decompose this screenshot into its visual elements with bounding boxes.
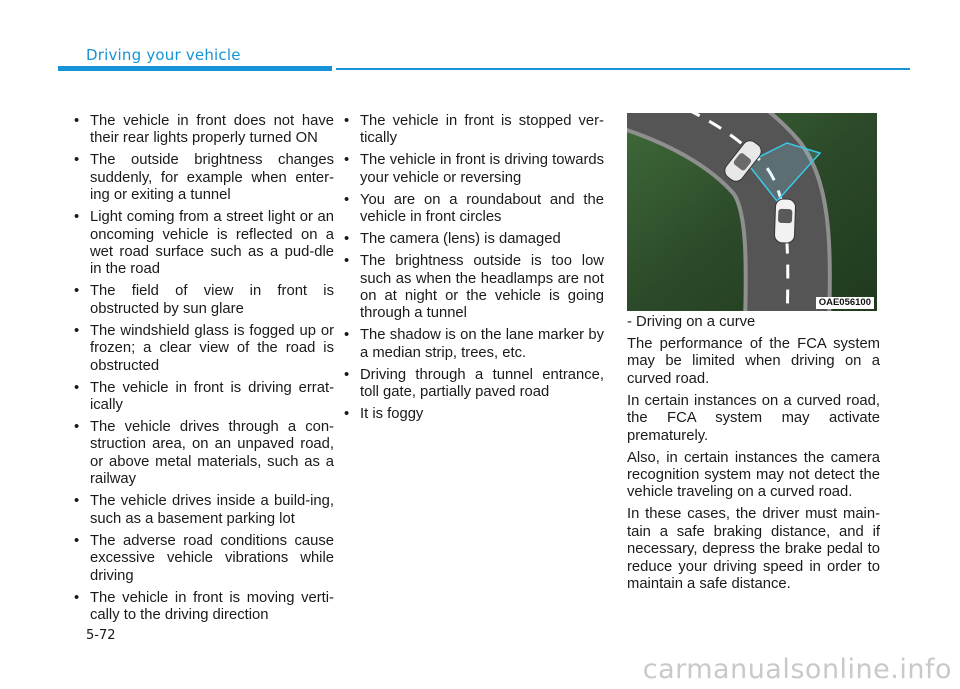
list-item: • The shadow is on the lane marker by a median strip, trees, etc. bbox=[342, 327, 604, 362]
list-item: • The vehicle drives inside a build-ing, such as a basement parking lot bbox=[72, 493, 334, 528]
page-number: 5-72 bbox=[86, 628, 116, 643]
list-item: • You are on a roundabout and the vehicle in front circles bbox=[342, 192, 604, 227]
list-item: • The vehicle in front is driving towards your vehicle or reversing bbox=[342, 152, 604, 187]
limitation-list-1 bbox=[72, 113, 334, 624]
list-item: • The vehicle drives through a con-struction area, on an unpaved road, or above metal materials, such as a railway bbox=[72, 419, 334, 489]
curved-road-illustration bbox=[627, 113, 877, 311]
figure-caption: - Driving on a curve bbox=[627, 314, 756, 330]
list-item: • The adverse road conditions cause excessive vehicle vibrations while driving bbox=[72, 533, 334, 585]
list-item: • Light coming from a street light or an oncoming vehicle is reflected on a wet road surface such as a pud-dle in the road bbox=[72, 209, 334, 279]
own-vehicle bbox=[774, 199, 796, 244]
list-item: • The brightness outside is too low such as when the headlamps are not on at night or the vehicle is going through a tunnel bbox=[342, 253, 604, 323]
paragraph: The performance of the FCA system may be limited when driving on a curved road. bbox=[627, 336, 880, 387]
figure-code: OAE056100 bbox=[816, 297, 874, 309]
list-item: • The vehicle in front is moving verti-cally to the driving direction bbox=[72, 590, 334, 625]
list-item: • The vehicle in front is driving errat-ically bbox=[72, 380, 334, 415]
header-rule-thin bbox=[336, 68, 910, 70]
paragraph: Also, in certain instances the camera recognition system may not detect the vehicle traveling on a curved road. bbox=[627, 449, 880, 501]
section-title: Driving your vehicle bbox=[86, 46, 241, 64]
list-item: • The camera (lens) is damaged bbox=[342, 231, 604, 248]
limitation-list-2 bbox=[342, 113, 604, 424]
list-item: • The vehicle in front is stopped ver-tically bbox=[342, 113, 604, 148]
list-item: • Driving through a tunnel entrance, toll gate, partially paved road bbox=[342, 367, 604, 402]
list-item: • The field of view in front is obstructed by sun glare bbox=[72, 283, 334, 318]
column-2 bbox=[342, 113, 604, 428]
list-item: • The vehicle in front does not have their rear lights properly turned ON bbox=[72, 113, 334, 148]
column-1 bbox=[72, 113, 334, 629]
paragraph: In these cases, the driver must main-tain a safe braking distance, and if necessary, depress the brake pedal to reduce your driving speed in order to maintain a safe distance. bbox=[627, 506, 880, 593]
list-item: • The outside brightness changes suddenly, for example when enter-ing or exiting a tunnel bbox=[72, 152, 334, 204]
watermark: carmanualsonline.info bbox=[642, 654, 952, 685]
curve-illustration bbox=[627, 113, 877, 311]
paragraph: In certain instances on a curved road, the FCA system may activate prematurely. bbox=[627, 392, 880, 444]
list-item: • It is foggy bbox=[342, 406, 604, 423]
column-3 bbox=[627, 314, 880, 598]
header-rule-thick bbox=[58, 66, 332, 71]
list-item: • The windshield glass is fogged up or frozen; a clear view of the road is obstructed bbox=[72, 323, 334, 375]
